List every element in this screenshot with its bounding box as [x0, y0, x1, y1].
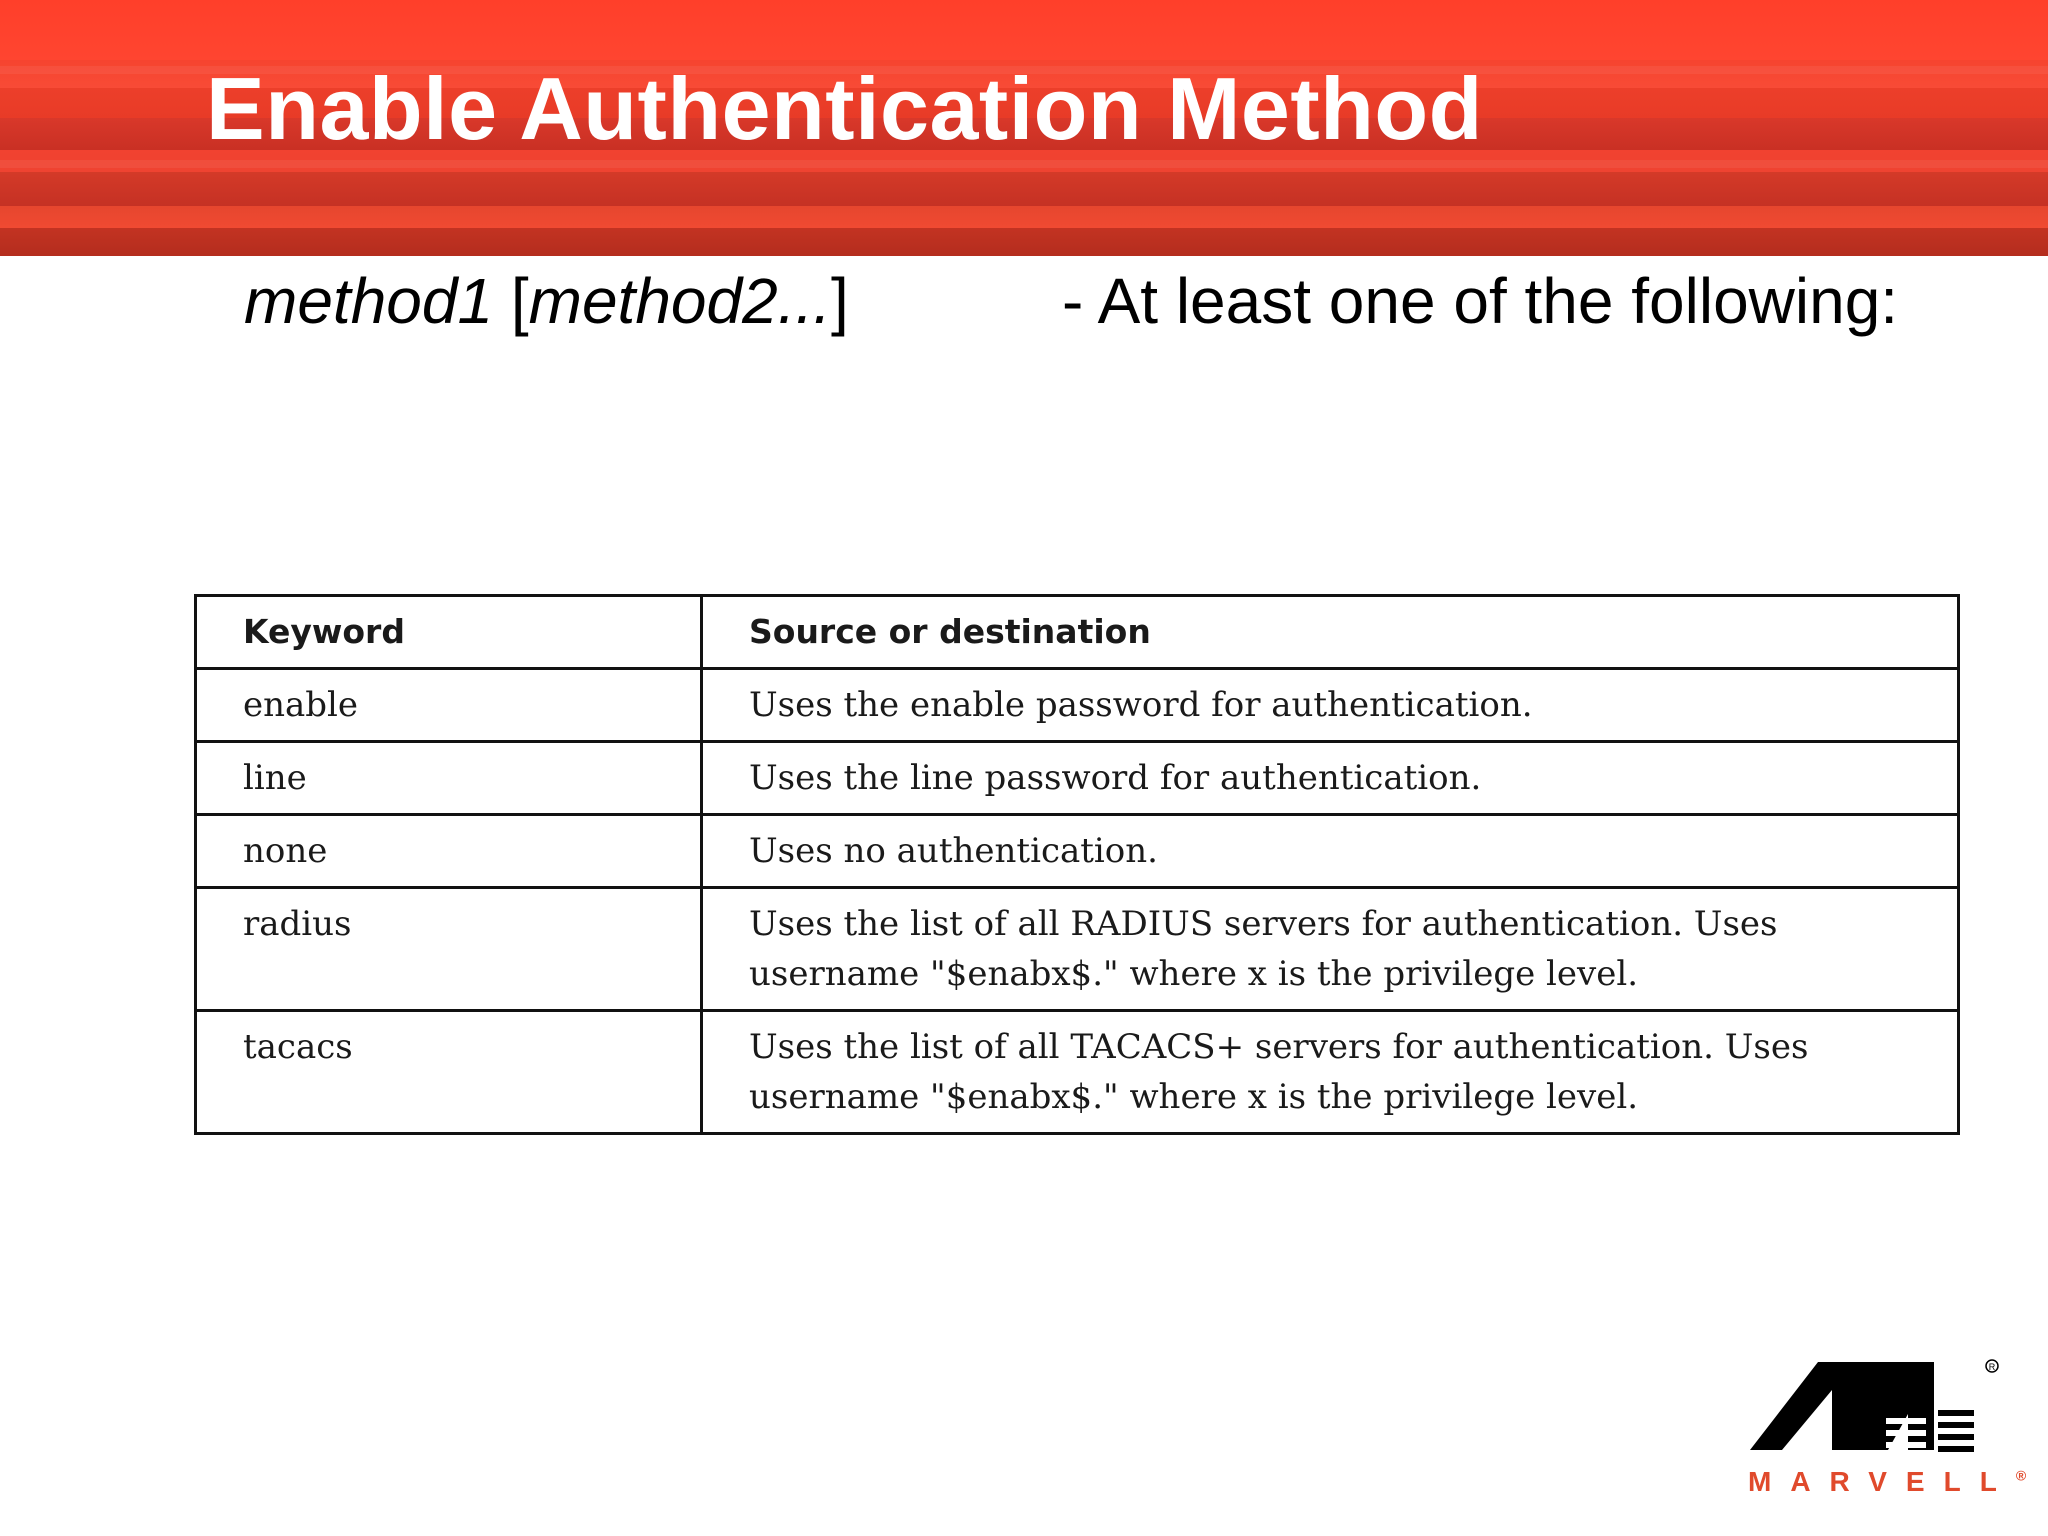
- description-cell: Uses the list of all TACACS+ servers for authentication. Uses username "$enabx$." where x is the privilege level.: [702, 1011, 1959, 1134]
- keyword-cell: none: [196, 815, 702, 888]
- table-row: [196, 1011, 1959, 1134]
- registered-mark: ®: [2015, 1467, 2027, 1484]
- slide-title: Enable Authentication Method: [206, 59, 1483, 158]
- syntax-arg2: method2...: [528, 265, 832, 337]
- description-cell: Uses no authentication.: [702, 815, 1959, 888]
- table-header-row: [196, 596, 1959, 669]
- syntax-open-bracket: [: [510, 265, 529, 337]
- syntax-expression: [244, 264, 849, 338]
- banner-stripe: [0, 160, 2048, 168]
- syntax-close-bracket: ]: [831, 265, 849, 337]
- logo-wordmark-text: MARVELL: [1748, 1466, 2016, 1497]
- table-row: [196, 888, 1959, 1011]
- syntax-description: - At least one of the following:: [1062, 265, 1899, 337]
- keyword-table: [194, 594, 1960, 1135]
- keyword-cell: line: [196, 742, 702, 815]
- logo-wordmark: [1748, 1466, 2027, 1498]
- table-row: [196, 815, 1959, 888]
- description-cell: Uses the list of all RADIUS servers for authentication. Uses username "$enabx$." where x is the privilege level.: [702, 888, 1959, 1011]
- description-cell: Uses the enable password for authentication.: [702, 669, 1959, 742]
- table-row: [196, 742, 1959, 815]
- svg-text:R: R: [1988, 1362, 1996, 1372]
- description-cell: Uses the line password for authentication.: [702, 742, 1959, 815]
- title-banner: [0, 0, 2048, 256]
- header-source: Source or destination: [702, 596, 1959, 669]
- syntax-arg1: method1: [244, 265, 494, 337]
- keyword-cell: radius: [196, 888, 702, 1011]
- table-row: [196, 669, 1959, 742]
- keyword-cell: tacacs: [196, 1011, 702, 1134]
- keyword-cell: enable: [196, 669, 702, 742]
- header-keyword: Keyword: [196, 596, 702, 669]
